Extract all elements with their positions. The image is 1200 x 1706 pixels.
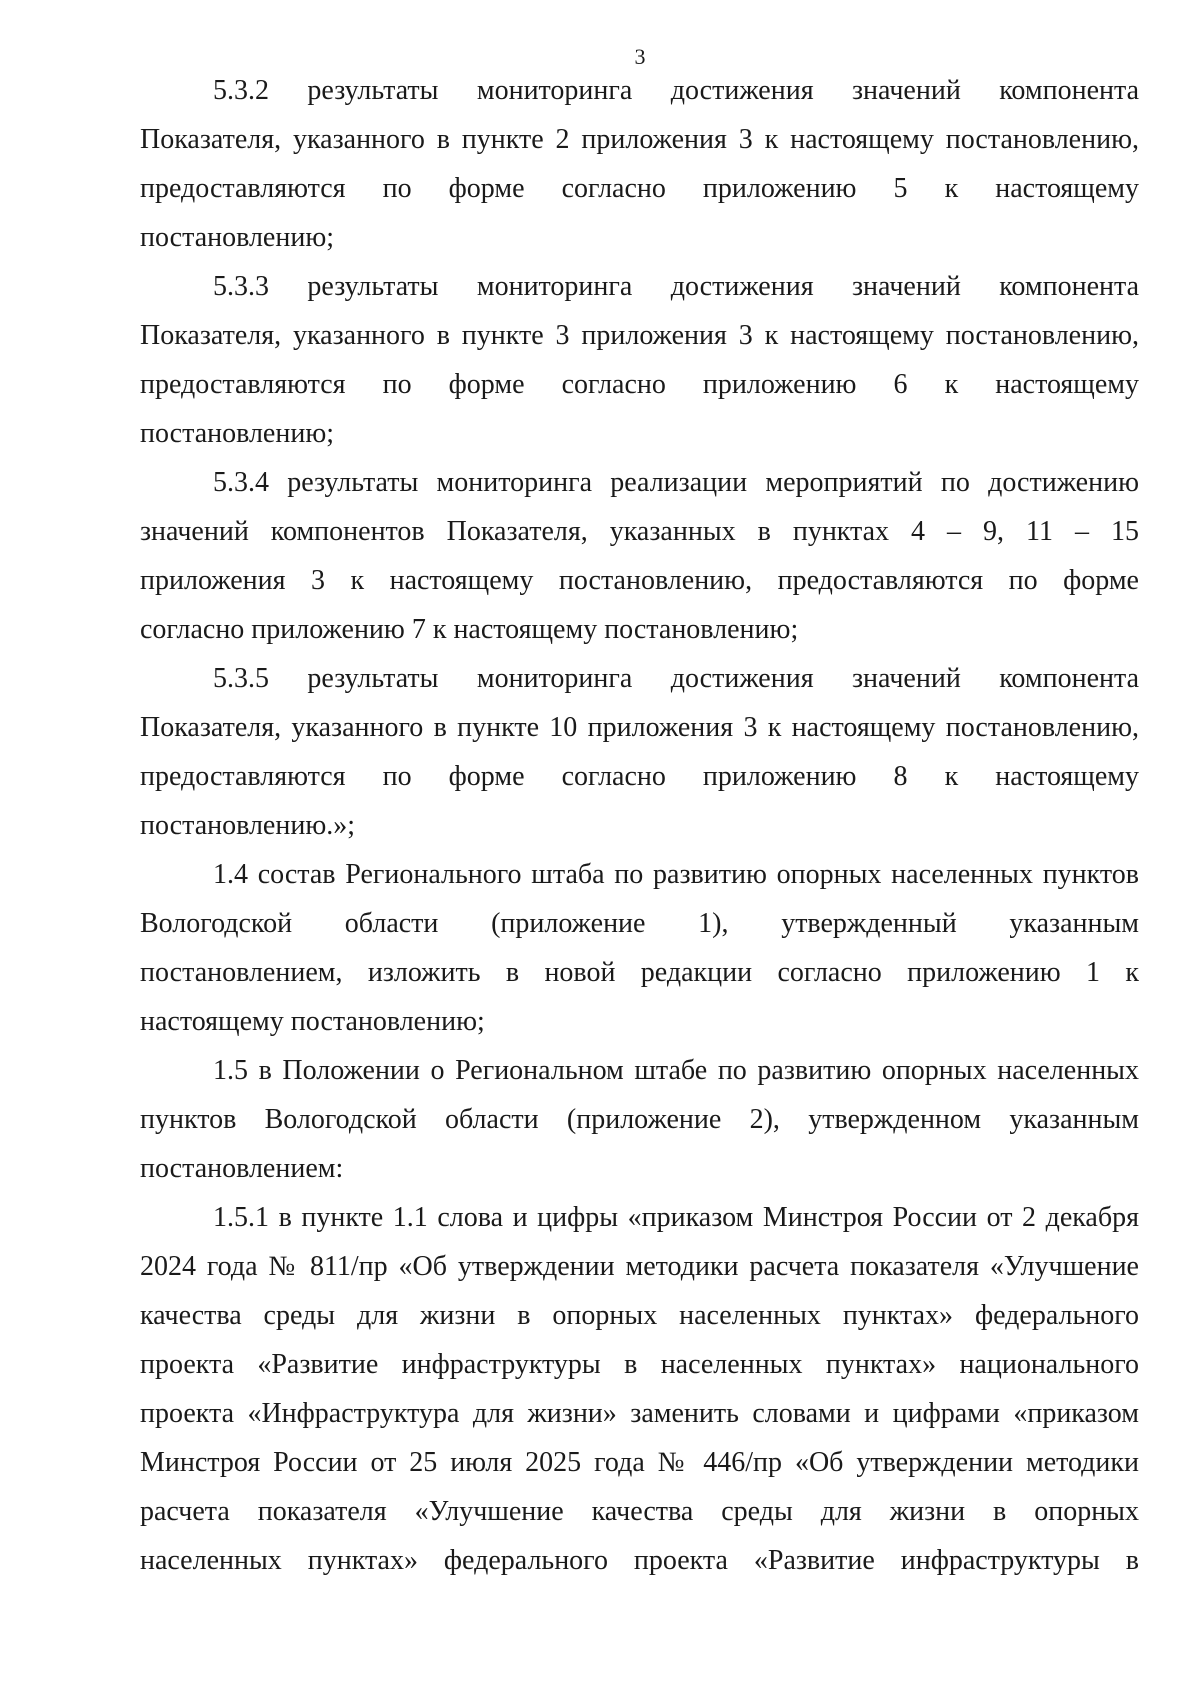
text-line: предоставляются по форме согласно приложению 6 к настоящему	[140, 369, 1139, 400]
text-line: 5.3.2 результаты мониторинга достижения значений компонента	[213, 75, 1139, 106]
paragraph-5-3-5	[140, 654, 1139, 850]
text-line: значений компонентов Показателя, указанных в пунктах 4 – 9, 11 – 15	[140, 516, 1139, 547]
text-line: 5.3.5 результаты мониторинга достижения значений компонента	[213, 663, 1139, 694]
text-line: проекта «Инфраструктура для жизни» заменить словами и цифрами «приказом	[140, 1398, 1139, 1429]
text-line: пунктов Вологодской области (приложение 2), утвержденном указанным	[140, 1104, 1139, 1135]
text-line: 1.5.1 в пункте 1.1 слова и цифры «приказом Минстроя России от 2 декабря	[213, 1202, 1139, 1233]
text-line: постановлением:	[140, 1153, 344, 1184]
text-line: предоставляются по форме согласно приложению 5 к настоящему	[140, 173, 1139, 204]
text-line: постановлению;	[140, 222, 335, 253]
paragraph-5-3-3	[140, 262, 1139, 458]
paragraph-1-5-1	[140, 1193, 1139, 1585]
text-line: 1.4 состав Регионального штаба по развитию опорных населенных пунктов	[213, 859, 1139, 890]
text-line: 2024 года № 811/пр «Об утверждении методики расчета показателя «Улучшение	[140, 1251, 1139, 1282]
text-line: 1.5 в Положении о Региональном штабе по развитию опорных населенных	[213, 1055, 1139, 1086]
text-line: Показателя, указанного в пункте 10 приложения 3 к настоящему постановлению,	[140, 712, 1139, 743]
text-line: согласно приложению 7 к настоящему постановлению;	[140, 614, 799, 645]
text-line: постановлению;	[140, 418, 335, 449]
paragraph-5-3-2	[140, 66, 1139, 262]
text-line: расчета показателя «Улучшение качества среды для жизни в опорных	[140, 1496, 1139, 1527]
text-line: населенных пунктах» федерального проекта «Развитие инфраструктуры в	[140, 1545, 1139, 1576]
text-line: Минстроя России от 25 июля 2025 года № 446/пр «Об утверждении методики	[140, 1447, 1139, 1478]
page-number: 3	[634, 44, 646, 69]
text-line: предоставляются по форме согласно приложению 8 к настоящему	[140, 761, 1139, 792]
text-line: постановлению.»;	[140, 810, 356, 841]
document-body	[140, 66, 1139, 1585]
text-line: проекта «Развитие инфраструктуры в населенных пунктах» национального	[140, 1349, 1139, 1380]
text-line: 5.3.4 результаты мониторинга реализации мероприятий по достижению	[213, 467, 1139, 498]
paragraph-1-5	[140, 1046, 1139, 1193]
text-line: Показателя, указанного в пункте 3 приложения 3 к настоящему постановлению,	[140, 320, 1139, 351]
text-line: 5.3.3 результаты мониторинга достижения значений компонента	[213, 271, 1139, 302]
text-line: Показателя, указанного в пункте 2 приложения 3 к настоящему постановлению,	[140, 124, 1139, 155]
paragraph-1-4	[140, 850, 1139, 1046]
text-line: настоящему постановлению;	[140, 1006, 485, 1037]
text-line: приложения 3 к настоящему постановлению, предоставляются по форме	[140, 565, 1139, 596]
text-line: качества среды для жизни в опорных населенных пунктах» федерального	[140, 1300, 1139, 1331]
paragraph-5-3-4	[140, 458, 1139, 654]
text-line: постановлением, изложить в новой редакции согласно приложению 1 к	[140, 957, 1139, 988]
text-line: Вологодской области (приложение 1), утвержденный указанным	[140, 908, 1139, 939]
